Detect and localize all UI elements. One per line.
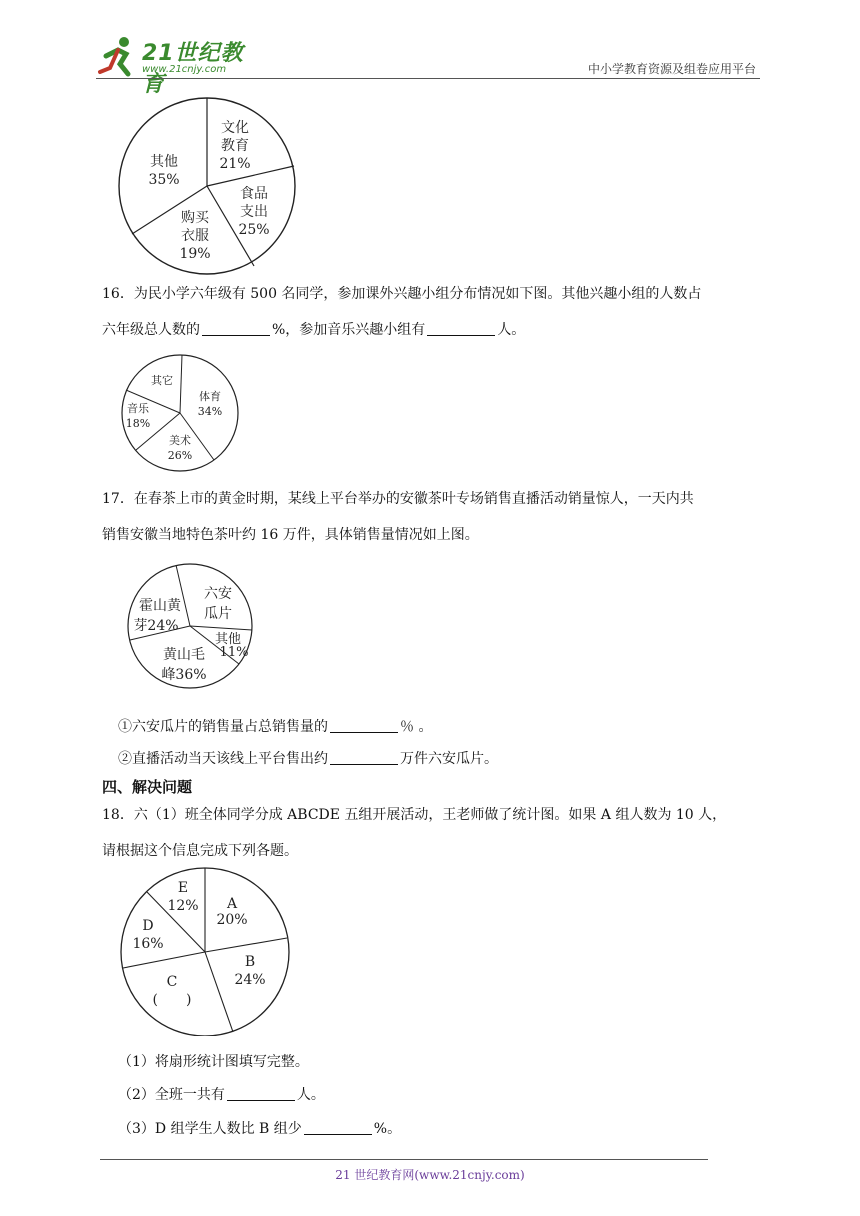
site-logo bbox=[96, 34, 256, 97]
question-18-sub-2-text: （2）全班一共有 bbox=[118, 1087, 225, 1103]
pie-slice-label-c bbox=[153, 974, 192, 1008]
runner-logo-icon bbox=[96, 34, 140, 78]
svg-text:峰36%: 峰36% bbox=[161, 667, 207, 683]
answer-blank-d-less-than-b[interactable] bbox=[304, 1120, 372, 1135]
pie-chart-tea-sales bbox=[124, 562, 256, 692]
svg-text:18%: 18% bbox=[125, 417, 151, 430]
svg-text:芽24%: 芽24% bbox=[133, 618, 179, 634]
pie-slice-label-huoshan bbox=[133, 598, 182, 634]
svg-text:体育: 体育 bbox=[199, 390, 221, 403]
question-17-sub-1 bbox=[118, 709, 782, 745]
logo-text: 21世纪教育 bbox=[142, 41, 244, 97]
pie-chart-class-groups bbox=[116, 866, 294, 1036]
question-18-line-1: 18．六（1）班全体同学分成 ABCDE 五组开展活动，王老师做了统计图。如果 A 组人数为 10 人， bbox=[102, 807, 727, 823]
question-17-line-1: 17．在春茶上市的黄金时期，某线上平台举办的安徽茶叶专场销售直播活动销量惊人，一天内共 bbox=[102, 491, 694, 507]
header-platform-text: 中小学教育资源及组卷应用平台 bbox=[587, 62, 756, 76]
svg-text:24%: 24% bbox=[234, 972, 266, 988]
answer-blank-liuan-percent[interactable] bbox=[330, 718, 398, 733]
svg-text:食品: 食品 bbox=[240, 186, 268, 202]
svg-text:21%: 21% bbox=[219, 156, 251, 172]
svg-text:B: B bbox=[244, 954, 256, 970]
svg-text:其他: 其他 bbox=[214, 632, 242, 647]
svg-text:瓜片: 瓜片 bbox=[204, 606, 232, 622]
svg-text:E: E bbox=[177, 880, 189, 896]
question-17-sub-2 bbox=[118, 741, 782, 777]
question-18-sub-3-suffix: %。 bbox=[373, 1121, 402, 1137]
svg-text:25%: 25% bbox=[238, 222, 270, 238]
svg-text:黄山毛: 黄山毛 bbox=[163, 647, 205, 663]
svg-text:35%: 35% bbox=[148, 172, 180, 188]
question-18-sub-2 bbox=[118, 1077, 782, 1113]
footer-divider bbox=[100, 1159, 708, 1160]
pie-slice-label-music bbox=[126, 401, 150, 430]
question-17-sub-1-text: ①六安瓜片的销售量占总销售量的 bbox=[118, 719, 328, 735]
svg-text:D: D bbox=[142, 918, 154, 934]
svg-text:19%: 19% bbox=[179, 246, 211, 262]
pie-slice-label-b bbox=[234, 954, 265, 988]
header-divider bbox=[96, 78, 760, 79]
question-18-sub-3-text: （3）D 组学生人数比 B 组少 bbox=[118, 1121, 302, 1137]
question-18 bbox=[102, 797, 766, 869]
question-16-text-c: 人。 bbox=[497, 322, 526, 338]
question-16-text-a: 六年级总人数的 bbox=[102, 322, 200, 338]
logo-url: www.21cnjy.com bbox=[142, 64, 227, 75]
pie-chart-expenses bbox=[112, 96, 302, 276]
question-18-sub-3 bbox=[118, 1111, 782, 1147]
svg-text:26%: 26% bbox=[167, 449, 193, 462]
svg-text:12%: 12% bbox=[167, 898, 199, 914]
pie-slice-label-clothing bbox=[179, 210, 210, 262]
question-17-sub-2-suffix: 万件六安瓜片。 bbox=[400, 751, 498, 767]
svg-text:34%: 34% bbox=[197, 405, 223, 418]
svg-text:六安: 六安 bbox=[204, 586, 232, 602]
section-heading: 四、解决问题 bbox=[102, 778, 193, 796]
pie-slice-label-e bbox=[167, 880, 198, 914]
svg-text:其他: 其他 bbox=[150, 154, 178, 170]
question-18-sub-1: （1）将扇形统计图填写完整。 bbox=[118, 1054, 309, 1070]
svg-text:美术: 美术 bbox=[169, 434, 191, 447]
pie-slice-label-liuan bbox=[204, 586, 232, 622]
pie-slice-label-sports bbox=[198, 389, 222, 418]
question-17 bbox=[102, 481, 766, 553]
footer-link[interactable]: 21 世纪教育网(www.21cnjy.com) bbox=[335, 1168, 525, 1182]
svg-text:衣服: 衣服 bbox=[181, 228, 209, 244]
pie-slice-label-food bbox=[238, 186, 269, 238]
pie-slice-label-d bbox=[132, 918, 163, 952]
svg-text:C: C bbox=[166, 974, 178, 990]
question-18-sub-2-suffix: 人。 bbox=[296, 1087, 325, 1103]
answer-blank-class-total[interactable] bbox=[227, 1086, 295, 1101]
pie-slice-label-culture bbox=[219, 120, 250, 172]
question-16-text-b: %，参加音乐兴趣小组有 bbox=[272, 322, 426, 338]
svg-text:音乐: 音乐 bbox=[127, 402, 149, 415]
question-16-line-1: 16．为民小学六年级有 500 名同学，参加课外兴趣小组分布情况如下图。其他兴趣小组的人数占 bbox=[102, 286, 702, 302]
pie-slice-label-art bbox=[168, 433, 192, 462]
answer-blank-other-percent[interactable] bbox=[202, 321, 270, 336]
svg-text:( ): ( ) bbox=[152, 992, 192, 1008]
question-17-sub-1-suffix: ％ 。 bbox=[400, 719, 433, 735]
svg-text:霍山黄: 霍山黄 bbox=[139, 598, 181, 614]
svg-text:文化: 文化 bbox=[221, 120, 249, 136]
question-16-line-2 bbox=[102, 312, 766, 348]
svg-text:支出: 支出 bbox=[240, 204, 268, 220]
pie-slice-label-other: 其它 bbox=[151, 374, 173, 387]
question-17-line-2: 销售安徽当地特色茶叶约 16 万件，具体销售量情况如上图。 bbox=[102, 527, 479, 543]
pie-slice-label-other bbox=[215, 631, 248, 660]
svg-text:购买: 购买 bbox=[181, 210, 209, 226]
pie-slice-label-a bbox=[216, 896, 247, 928]
pie-slice-label-huangshan bbox=[161, 647, 206, 683]
svg-text:教育: 教育 bbox=[221, 138, 249, 154]
question-16 bbox=[102, 276, 766, 348]
question-17-sub-2-text: ②直播活动当天该线上平台售出约 bbox=[118, 751, 328, 767]
svg-text:16%: 16% bbox=[132, 936, 164, 952]
answer-blank-music-count[interactable] bbox=[427, 321, 495, 336]
question-18-line-2: 请根据这个信息完成下列各题。 bbox=[102, 843, 298, 859]
svg-text:11%: 11% bbox=[219, 645, 249, 660]
svg-text:20%: 20% bbox=[216, 912, 248, 928]
pie-slice-label-other bbox=[148, 154, 179, 188]
svg-text:A: A bbox=[226, 896, 238, 912]
answer-blank-liuan-count[interactable] bbox=[330, 750, 398, 765]
pie-chart-interest-groups bbox=[114, 354, 246, 474]
